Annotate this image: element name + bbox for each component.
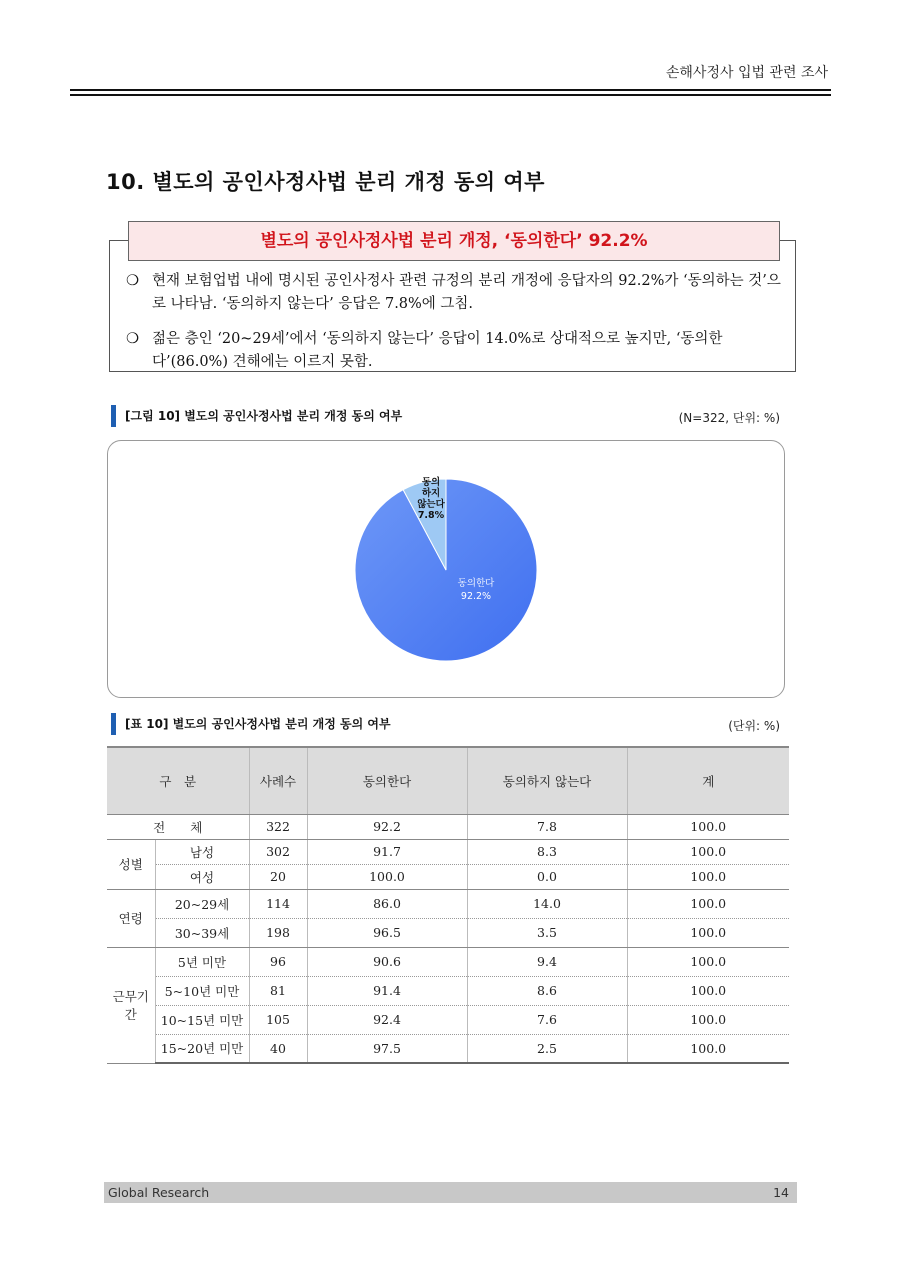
col-header-disagree: 동의하지 않는다: [467, 747, 627, 814]
figure-unit: (N=322, 단위: %): [678, 411, 780, 425]
cell-agree: 91.4: [307, 976, 467, 1005]
cell-sum: 100.0: [627, 918, 789, 947]
table-caption: [표 10] 별도의 공인사정사법 분리 개정 동의 여부: [111, 713, 391, 735]
running-header: 손해사정사 입법 관련 조사: [665, 65, 828, 81]
row-label: 30~39세: [155, 918, 249, 947]
caption-marker: [111, 713, 116, 735]
group-label: 연령: [107, 889, 155, 947]
cell-disagree: 9.4: [467, 947, 627, 976]
cell-n: 114: [249, 889, 307, 918]
pie-value-agree: 92.2%: [460, 591, 492, 602]
cell-n: 198: [249, 918, 307, 947]
cell-disagree: 14.0: [467, 889, 627, 918]
row-label: 5~10년 미만: [155, 976, 249, 1005]
row-label: 5년 미만: [155, 947, 249, 976]
row-label: 전 체: [107, 814, 249, 839]
cell-disagree: 8.6: [467, 976, 627, 1005]
table-header-row: [107, 747, 789, 814]
col-header-agree: 동의한다: [307, 747, 467, 814]
row-label: 10~15년 미만: [155, 1005, 249, 1034]
cell-sum: 100.0: [627, 976, 789, 1005]
table-row: [107, 1005, 789, 1034]
summary-bullet-text: 젊은 층인 ‘20~29세’에서 ‘동의하지 않는다’ 응답이 14.0%로 상대적으로 높지만, ‘동의한다’(86.0%) 견해에는 이르지 못함.: [152, 331, 723, 370]
cell-n: 322: [249, 814, 307, 839]
caption-marker: [111, 405, 116, 427]
cell-agree: 91.7: [307, 839, 467, 864]
cell-sum: 100.0: [627, 1034, 789, 1063]
cell-disagree: 8.3: [467, 839, 627, 864]
figure-caption: [그림 10] 별도의 공인사정사법 분리 개정 동의 여부: [111, 405, 402, 427]
pie-label-disagree-line: 않는다: [417, 499, 445, 510]
section-title: 10. 별도의 공인사정사법 분리 개정 동의 여부: [106, 170, 545, 194]
pie-label-agree: 동의한다: [457, 578, 495, 589]
cell-disagree: 7.6: [467, 1005, 627, 1034]
pie-chart: [108, 441, 786, 699]
row-label: 남성: [155, 839, 249, 864]
col-header-category: 구 분: [107, 747, 249, 814]
cell-sum: 100.0: [627, 1005, 789, 1034]
cell-n: 96: [249, 947, 307, 976]
table-row: [107, 976, 789, 1005]
cell-disagree: 3.5: [467, 918, 627, 947]
table-row: [107, 864, 789, 889]
col-header-n: 사례수: [249, 747, 307, 814]
footer-org: Global Research: [108, 1185, 210, 1200]
cell-n: 302: [249, 839, 307, 864]
table-row: [107, 918, 789, 947]
cell-agree: 96.5: [307, 918, 467, 947]
cell-sum: 100.0: [627, 814, 789, 839]
circle-bullet-icon: ❍: [126, 273, 139, 289]
cell-agree: 90.6: [307, 947, 467, 976]
cell-agree: 92.4: [307, 1005, 467, 1034]
cell-sum: 100.0: [627, 947, 789, 976]
cell-n: 20: [249, 864, 307, 889]
row-label: 여성: [155, 864, 249, 889]
cell-n: 40: [249, 1034, 307, 1063]
page-number: 14: [773, 1185, 789, 1200]
table-row: [107, 1034, 789, 1063]
table-row: [107, 839, 789, 864]
cell-sum: 100.0: [627, 889, 789, 918]
pie-label-disagree-line: 하지: [421, 488, 441, 499]
cell-disagree: 2.5: [467, 1034, 627, 1063]
pie-label-disagree-line: 동의: [421, 477, 441, 488]
group-label: 성별: [107, 839, 155, 889]
cell-disagree: 7.8: [467, 814, 627, 839]
chart-frame: [107, 440, 785, 698]
cell-agree: 100.0: [307, 864, 467, 889]
cell-sum: 100.0: [627, 839, 789, 864]
cell-sum: 100.0: [627, 864, 789, 889]
col-header-sum: 계: [627, 747, 789, 814]
footer-bar: [104, 1182, 797, 1203]
cell-disagree: 0.0: [467, 864, 627, 889]
group-label: 근무기간: [107, 947, 155, 1063]
table-row-total: [107, 814, 789, 839]
data-table: [107, 746, 789, 1064]
table-row: [107, 889, 789, 918]
cell-agree: 97.5: [307, 1034, 467, 1063]
row-label: 20~29세: [155, 889, 249, 918]
header-rule-bottom: [70, 94, 831, 96]
cell-agree: 86.0: [307, 889, 467, 918]
summary-headline: 별도의 공인사정사법 분리 개정, ‘동의한다’ 92.2%: [128, 221, 780, 261]
summary-bullet-text: 현재 보험업법 내에 명시된 공인사정사 관련 규정의 분리 개정에 응답자의 92.2%가 ‘동의하는 것’으로 나타남. ‘동의하지 않는다’ 응답은 7.8%에 그침.: [152, 273, 781, 312]
table-unit: (단위: %): [728, 719, 780, 733]
row-label: 15~20년 미만: [155, 1034, 249, 1063]
summary-bullet-2: [126, 328, 786, 374]
circle-bullet-icon: ❍: [126, 331, 139, 347]
cell-n: 81: [249, 976, 307, 1005]
cell-agree: 92.2: [307, 814, 467, 839]
pie-value-disagree: 7.8%: [417, 510, 445, 521]
summary-bullet-1: [126, 270, 786, 316]
header-rule-top: [70, 89, 831, 91]
table-row: [107, 947, 789, 976]
cell-n: 105: [249, 1005, 307, 1034]
